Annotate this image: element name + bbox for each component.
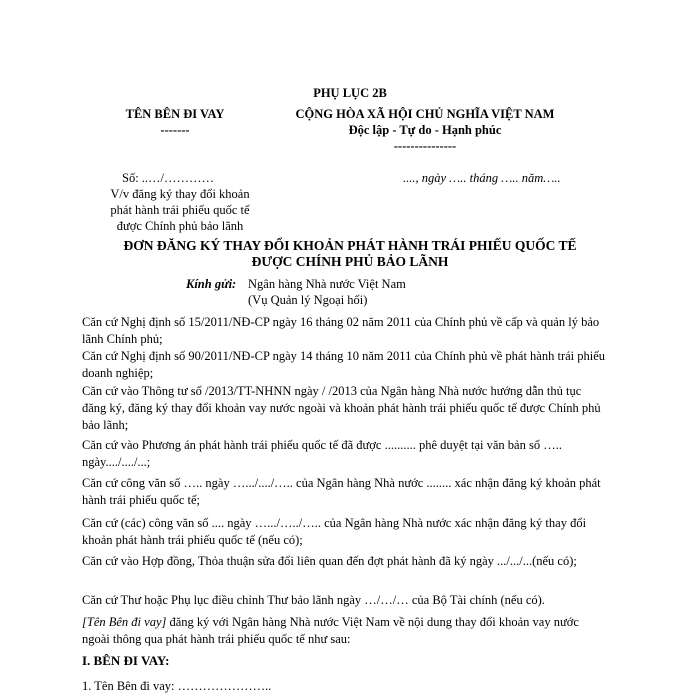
paragraph-decree-15: Căn cứ Nghị định số 15/2011/NĐ-CP ngày 16 tháng 02 năm 2011 của Chính phủ về cấp và quản lý bảo lãnh Chính phủ; bbox=[82, 315, 600, 346]
appendix-title: PHỤ LỤC 2B bbox=[313, 86, 387, 100]
subject-line-2: phát hành trái phiếu quốc tế bbox=[110, 203, 250, 217]
republic-name: CỘNG HÒA XÃ HỘI CHỦ NGHĨA VIỆT NAM bbox=[295, 107, 555, 121]
subject-line-1: V/v đăng ký thay đổi khoản bbox=[110, 187, 250, 201]
recipient-department: (Vụ Quản lý Ngoại hối) bbox=[248, 293, 368, 307]
main-title-line-2: ĐƯỢC CHÍNH PHỦ BẢO LÃNH bbox=[251, 254, 449, 269]
item-borrower-name: 1. Tên Bên đi vay: ………………….. bbox=[82, 679, 272, 693]
registration-text: đăng ký với Ngân hàng Nhà nước Việt Nam về nội dung thay đổi khoản vay nước ngoài thông qua phát hành trái phiếu quốc tế như sau: bbox=[82, 615, 579, 646]
paragraph-decree-90: Căn cứ Nghị định số 90/2011/NĐ-CP ngày 14 tháng 10 năm 2011 của Chính phủ về phát hành trái phiếu doanh nghiệp; bbox=[82, 349, 606, 380]
recipient-label: Kính gửi: bbox=[186, 277, 237, 291]
document-number: Số: ..…/………… bbox=[122, 171, 215, 185]
recipient-name: Ngân hàng Nhà nước Việt Nam bbox=[248, 277, 406, 291]
paragraph-borrower-registration bbox=[82, 614, 607, 648]
republic-motto: Độc lập - Tự do - Hạnh phúc bbox=[348, 123, 502, 137]
paragraph-registration-letter: Căn cứ công văn số ….. ngày ….../..../….. của Ngân hàng Nhà nước ........ xác nhận đăng ký khoản phát hành trái phiếu quốc tế; bbox=[82, 476, 601, 507]
paragraph-guarantee-letter: Căn cứ Thư hoặc Phụ lục điều chỉnh Thư bảo lãnh ngày …/…/… của Bộ Tài chính (nếu có). bbox=[82, 593, 545, 607]
main-title-line-1: ĐƠN ĐĂNG KÝ THAY ĐỔI KHOẢN PHÁT HÀNH TRÁI PHIẾU QUỐC TẾ bbox=[123, 238, 577, 253]
paragraph-issuance-plan: Căn cứ vào Phương án phát hành trái phiếu quốc tế đã được .......... phê duyệt tại văn bản số ….. ngày..../..../...; bbox=[82, 438, 562, 469]
paragraph-change-letters: Căn cứ (các) công văn số .... ngày ….../…../….. của Ngân hàng Nhà nước xác nhận đăng ký thay đổi khoản phát hành trái phiếu quốc tế (nếu có); bbox=[82, 516, 587, 547]
paragraph-circular: Căn cứ vào Thông tư số /2013/TT-NHNN ngày / /2013 của Ngân hàng Nhà nước hướng dẫn thủ tục đăng ký, đăng ký thay đổi khoản vay nước ngoài và khoản phát hành trái phiếu quốc tế được Chính phủ bảo lãnh; bbox=[82, 384, 601, 432]
borrower-heading: TÊN BÊN ĐI VAY bbox=[125, 107, 225, 121]
republic-dashes: --------------- bbox=[393, 139, 457, 153]
borrower-name-placeholder: [Tên Bên đi vay] bbox=[82, 615, 167, 629]
subject-line-3: được Chính phủ bảo lãnh bbox=[116, 219, 244, 233]
date-line: ...., ngày ….. tháng ….. năm….. bbox=[403, 171, 561, 185]
borrower-dashes: ------- bbox=[160, 123, 190, 137]
paragraph-contracts: Căn cứ vào Hợp đồng, Thỏa thuận sửa đổi liên quan đến đợt phát hành đã ký ngày .../.../...(nếu có); bbox=[82, 554, 577, 568]
section-heading-borrower: I. BÊN ĐI VAY: bbox=[82, 653, 170, 668]
